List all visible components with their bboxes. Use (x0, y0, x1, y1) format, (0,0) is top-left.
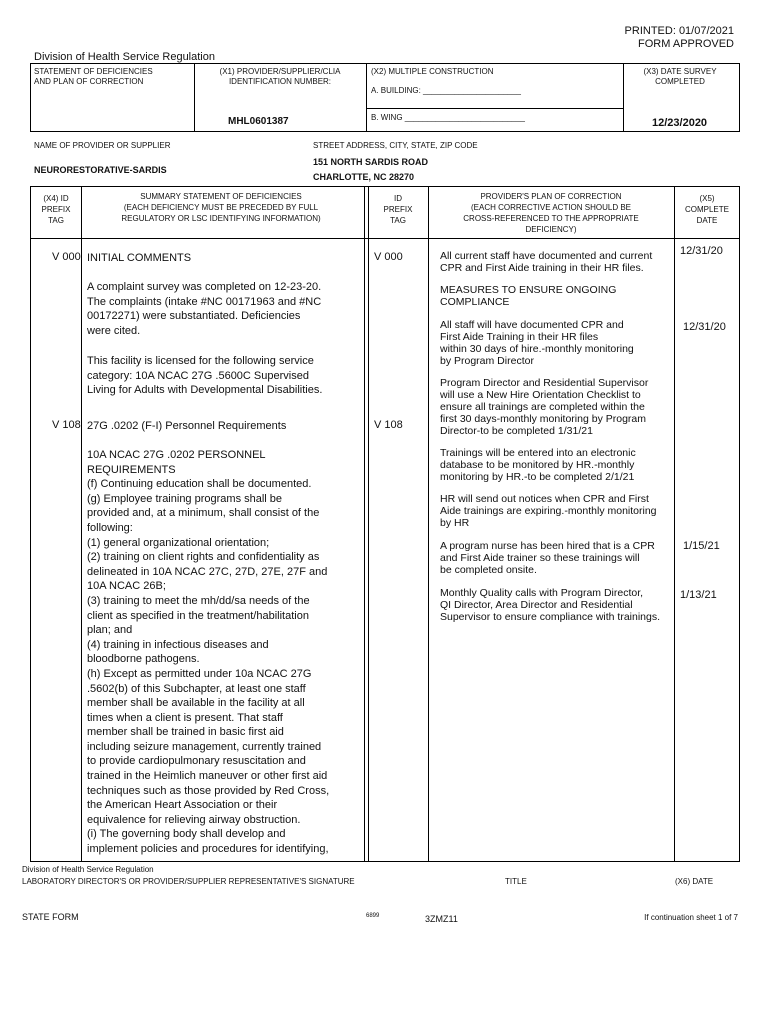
summary-header: SUMMARY STATEMENT OF DEFICIENCIES (EACH DEFICIENCY MUST BE PRECEDED BY FULL REGULATORY OR LSC IDENTIFYING INFORMATION) (121, 192, 321, 223)
x3-label: (X3) DATE SURVEY COMPLETED (643, 67, 717, 86)
left-tag: V 108 (52, 419, 81, 431)
provider-id: MHL0601387 (228, 116, 289, 127)
left-tag: V 000 (52, 251, 81, 263)
table-right-border (739, 186, 740, 862)
plan-program-nurse: A program nurse has been hired that is a CPR and First Aide trainer so these trainings will be completed onsite. (440, 540, 655, 576)
table-header-border (30, 238, 740, 239)
complete-date: 1/15/21 (683, 540, 720, 552)
x6-date-label: (X6) DATE (675, 877, 714, 886)
plan-electronic-database: Trainings will be entered into an electronic database to be monitored by HR.-monthly monitoring by HR.-to be completed 2/1/21 (440, 447, 636, 483)
complete-date: 1/13/21 (680, 589, 717, 601)
divider-wing (366, 108, 623, 109)
city-state-zip: CHARLOTTE, NC 28270 (313, 172, 415, 182)
plan-current-staff: All current staff have documented and current CPR and First Aide training in their HR files. (440, 250, 653, 274)
col-divider-3 (368, 186, 369, 862)
col-divider-2 (364, 186, 365, 862)
form-code: 6899 (366, 913, 380, 919)
continuation-sheet: If continuation sheet 1 of 7 (644, 913, 738, 922)
plan-cpr-training: All staff will have documented CPR and First Aide Training in their HR files within 30 days of hire.-monthly monitoring by Program Director (440, 319, 634, 367)
provider-name-label: NAME OF PROVIDER OR SUPPLIER (34, 141, 171, 150)
complete-date: 12/31/20 (683, 321, 726, 333)
box-left-border (30, 63, 31, 132)
personnel-requirements-heading: 27G .0202 (F-I) Personnel Requirements (87, 420, 287, 432)
table-left-border (30, 186, 31, 862)
plan-measures-heading: MEASURES TO ENSURE ONGOING COMPLIANCE (440, 284, 617, 308)
provider-name: NEURORESTORATIVE-SARDIS (34, 165, 167, 175)
provider-row-border (30, 186, 740, 187)
building-field: A. BUILDING: ______________________ (371, 86, 521, 95)
divider-x2 (366, 63, 367, 132)
right-tag: V 000 (374, 251, 403, 263)
plan-quality-calls: Monthly Quality calls with Program Director, QI Director, Area Director and Residential Supervisor to ensure compliance with trainings. (440, 587, 661, 623)
col-divider-4 (428, 186, 429, 862)
id-prefix-header: ID PREFIX TAG (383, 194, 413, 225)
address-label: STREET ADDRESS, CITY, STATE, ZIP CODE (313, 141, 478, 150)
printed-date: PRINTED: 01/07/2021 (624, 25, 734, 37)
street-address: 151 NORTH SARDIS ROAD (313, 157, 429, 167)
right-tag: V 108 (374, 419, 403, 431)
box-right-border (739, 63, 740, 132)
x1-label: (X1) PROVIDER/SUPPLIER/CLIA IDENTIFICATION NUMBER: (219, 67, 341, 86)
x4-header: (X4) ID PREFIX TAG (41, 194, 71, 225)
initial-comments-heading: INITIAL COMMENTS (87, 252, 192, 264)
divider-x1 (194, 63, 195, 132)
box-top-border (30, 63, 740, 64)
table-bottom-border (30, 861, 740, 862)
event-id: 3ZMZ11 (425, 914, 458, 924)
signature-label: LABORATORY DIRECTOR'S OR PROVIDER/SUPPLIER REPRESENTATIVE'S SIGNATURE (22, 877, 355, 886)
x5-header: (X5) COMPLETE DATE (684, 194, 729, 225)
complaint-survey-text: A complaint survey was completed on 12-23-20. The complaints (intake #NC 00171963 and #NC 00172271) were substantiated. Deficiencies were cited. (87, 281, 322, 337)
wing-field: B. WING ___________________________ (371, 113, 525, 122)
survey-date: 12/23/2020 (652, 117, 708, 129)
complete-date: 12/31/20 (680, 245, 723, 257)
plan-orientation-checklist: Program Director and Residential Supervisor will use a New Hire Orientation Checklist to ensure all trainings are completed within the first 30 days-monthly monitoring by Program Director-to be completed 1/31/21 (440, 377, 649, 437)
division-title: Division of Health Service Regulation (34, 51, 215, 63)
form-approved: FORM APPROVED (638, 38, 734, 50)
x2-label: (X2) MULTIPLE CONSTRUCTION (371, 67, 494, 76)
col-divider-1 (81, 186, 82, 862)
title-label: TITLE (505, 877, 527, 886)
state-form-label: STATE FORM (22, 912, 79, 922)
regulation-text: 10A NCAC 27G .0202 PERSONNEL REQUIREMENTS (f) Continuing education shall be documented. (g) Employee training programs shall be provided and, at a minimum, shall consist of the following: (1) general organizational orientation; (2) training on client rights and confidentiality as delineated in 10A NCAC 27C, 27D, 27E, 27F and 10A NCAC 26B; (3) training to meet the mh/dd/sa needs of the client as specified in the treatment/habilitation plan; and (4) training in infectious diseases and bloodborne pathogens. (h) Except as permitted under 10a NCAC 27G .5602(b) of this Subchapter, at least one staff member shall be available in the facility at all times when a client is present. That staff member shall be trained in basic first aid including seizure management, currently trained to provide cardiopulmonary resuscitation and trained in the Heimlich maneuver or other first aid techniques such as those provided by Red Cross, the American Heart Association or their equivalence for relieving airway obstruction. (i) The governing body shall develop and implement policies and procedures for identifying, (87, 449, 330, 856)
statement-label: STATEMENT OF DEFICIENCIES AND PLAN OF CORRECTION (34, 67, 153, 86)
divider-x3 (623, 63, 624, 132)
license-text: This facility is licensed for the following service category: 10A NCAC 27G .5600C Supervised Living for Adults with Developmental Disabilities. (87, 355, 323, 397)
box-mid-border (30, 131, 740, 132)
footer-division: Division of Health Service Regulation (22, 865, 154, 874)
col-divider-5 (674, 186, 675, 862)
plan-header: PROVIDER'S PLAN OF CORRECTION (EACH CORRECTIVE ACTION SHOULD BE CROSS-REFERENCED TO THE APPROPRIATE DEFICIENCY) (463, 192, 639, 234)
plan-hr-notices: HR will send out notices when CPR and First Aide trainings are expiring.-monthly monitoring by HR (440, 493, 657, 529)
